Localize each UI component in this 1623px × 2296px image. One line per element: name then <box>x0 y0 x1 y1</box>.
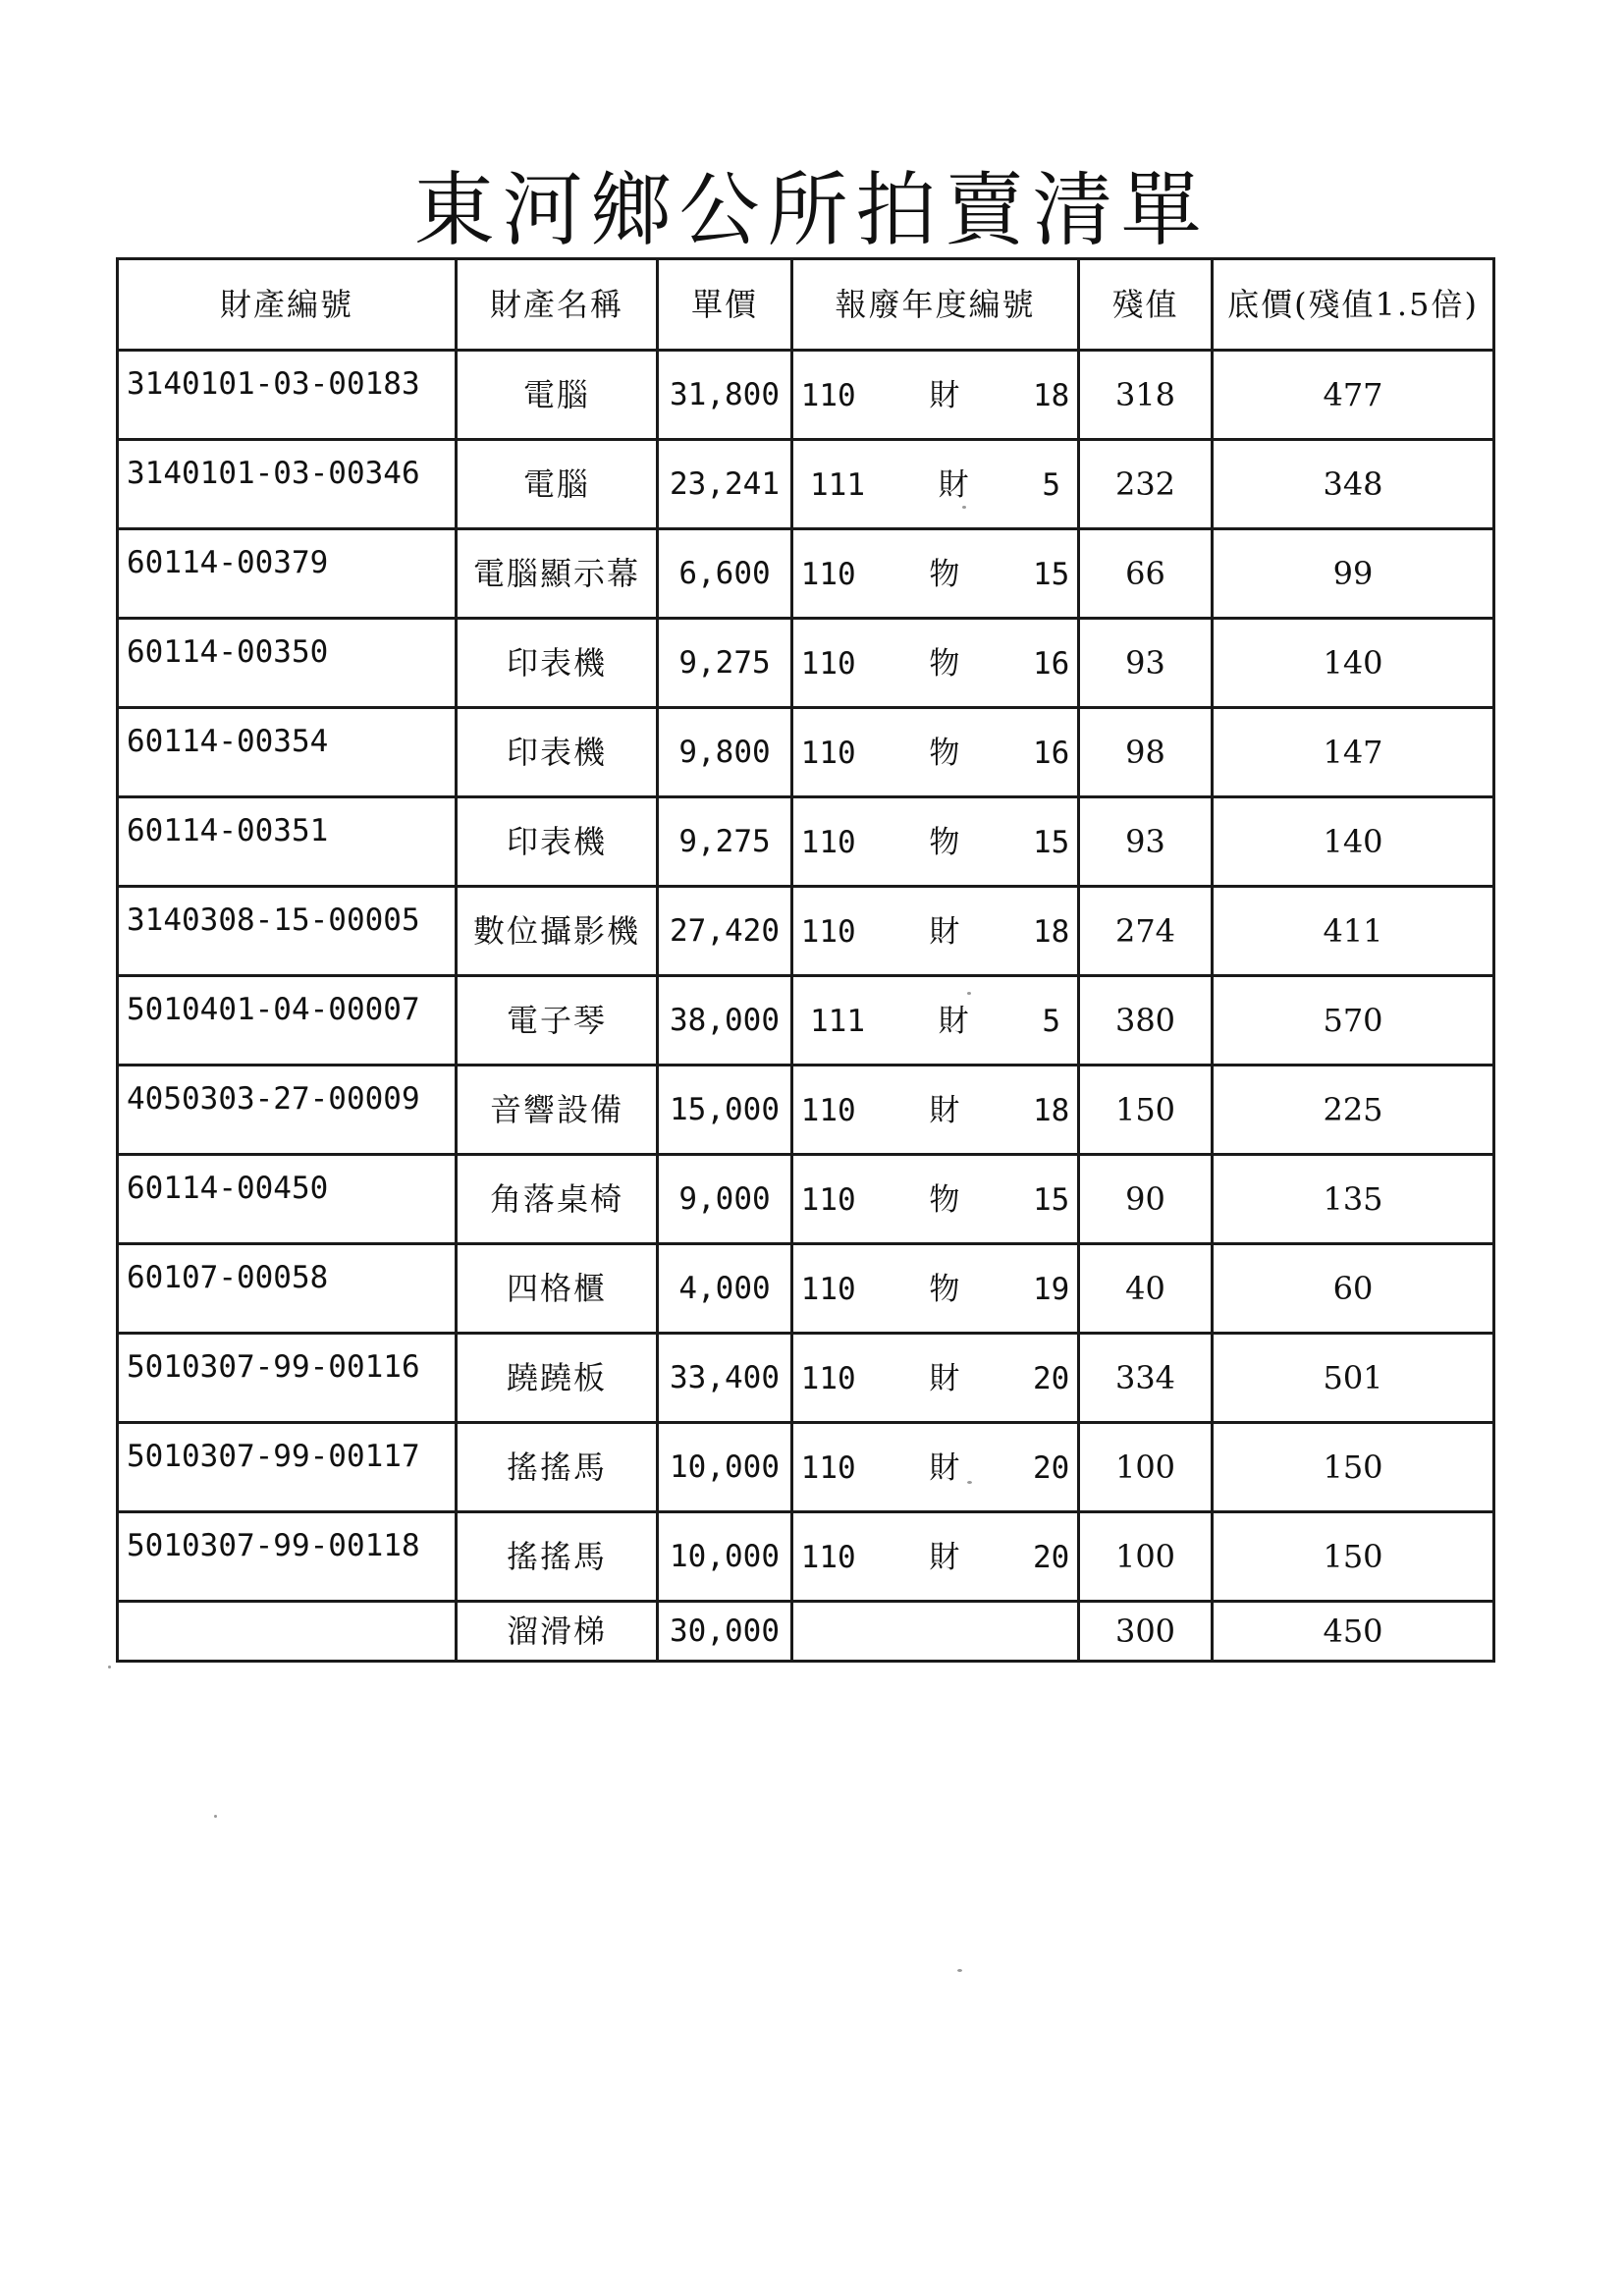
header-residual-value: 殘值 <box>1079 259 1213 351</box>
table-row <box>118 708 1494 797</box>
scrap-category: 物 <box>929 645 960 682</box>
property-name-cell: 電腦 <box>457 351 658 440</box>
table-row <box>118 440 1494 529</box>
property-name-cell: 電子琴 <box>457 976 658 1066</box>
scrap-year-number-cell <box>792 797 1079 887</box>
reserve-price-cell: 140 <box>1213 797 1494 887</box>
property-id-cell: 5010307-99-00118 <box>118 1512 457 1602</box>
scrap-year-number-cell <box>792 619 1079 708</box>
scrap-number: 5 <box>1042 1003 1060 1039</box>
scrap-year: 110 <box>800 913 856 950</box>
scrap-code <box>799 556 1071 593</box>
scan-speck <box>214 1815 217 1818</box>
header-property-name: 財產名稱 <box>457 259 658 351</box>
scrap-year-number-cell <box>792 1423 1079 1512</box>
scrap-year: 110 <box>800 1360 856 1396</box>
table-row <box>118 1512 1494 1602</box>
header-unit-price: 單價 <box>658 259 792 351</box>
page-title: 東河鄉公所拍賣清單 <box>413 164 1210 257</box>
residual-value-cell: 98 <box>1079 708 1213 797</box>
table-row <box>118 1066 1494 1155</box>
scrap-code <box>799 913 1071 951</box>
scrap-year-number-cell <box>792 708 1079 797</box>
property-id-cell: 3140101-03-00346 <box>118 440 457 529</box>
residual-value-cell: 93 <box>1079 797 1213 887</box>
scrap-code <box>799 735 1071 772</box>
scrap-number: 15 <box>1032 824 1070 860</box>
property-id-cell <box>118 1602 457 1662</box>
unit-price-cell: 9,000 <box>658 1155 792 1244</box>
residual-value-cell: 150 <box>1079 1066 1213 1155</box>
unit-price-cell: 31,800 <box>658 351 792 440</box>
scrap-year: 110 <box>800 1539 856 1575</box>
scrap-code <box>799 1539 1071 1576</box>
scrap-year-number-cell <box>792 1244 1079 1334</box>
property-name-cell: 角落桌椅 <box>457 1155 658 1244</box>
table-row <box>118 619 1494 708</box>
table-row <box>118 887 1494 976</box>
scrap-category: 財 <box>929 913 960 950</box>
unit-price-cell: 9,275 <box>658 797 792 887</box>
property-id-cell: 5010307-99-00117 <box>118 1423 457 1512</box>
table-row <box>118 529 1494 619</box>
scrap-number: 18 <box>1032 377 1070 413</box>
unit-price-cell: 9,275 <box>658 619 792 708</box>
scrap-year: 110 <box>800 377 856 413</box>
unit-price-cell: 30,000 <box>658 1602 792 1662</box>
scrap-year: 110 <box>800 735 856 771</box>
property-name-cell: 數位攝影機 <box>457 887 658 976</box>
table-row <box>118 1334 1494 1423</box>
unit-price-cell: 9,800 <box>658 708 792 797</box>
scan-speck <box>108 1666 111 1668</box>
residual-value-cell: 66 <box>1079 529 1213 619</box>
property-name-cell: 印表機 <box>457 708 658 797</box>
reserve-price-cell: 477 <box>1213 351 1494 440</box>
reserve-price-cell: 60 <box>1213 1244 1494 1334</box>
table-body <box>118 351 1494 1662</box>
table-header-row <box>118 259 1494 351</box>
residual-value-cell: 334 <box>1079 1334 1213 1423</box>
scrap-year-number-cell <box>792 1155 1079 1244</box>
property-name-cell: 搖搖馬 <box>457 1512 658 1602</box>
property-id-cell: 5010401-04-00007 <box>118 976 457 1066</box>
scrap-category: 物 <box>929 1271 960 1307</box>
scrap-category: 財 <box>929 377 960 413</box>
table-row <box>118 976 1494 1066</box>
unit-price-cell: 23,241 <box>658 440 792 529</box>
scrap-category: 物 <box>929 824 960 860</box>
scan-speck <box>967 992 971 995</box>
residual-value-cell: 93 <box>1079 619 1213 708</box>
unit-price-cell: 10,000 <box>658 1512 792 1602</box>
reserve-price-cell: 225 <box>1213 1066 1494 1155</box>
scrap-year: 111 <box>810 466 865 503</box>
unit-price-cell: 27,420 <box>658 887 792 976</box>
residual-value-cell: 300 <box>1079 1602 1213 1662</box>
reserve-price-cell: 450 <box>1213 1602 1494 1662</box>
scrap-year-number-cell <box>792 1512 1079 1602</box>
reserve-price-cell: 140 <box>1213 619 1494 708</box>
scrap-category: 財 <box>929 1449 960 1486</box>
scrap-year: 110 <box>800 1092 856 1128</box>
property-name-cell: 印表機 <box>457 619 658 708</box>
scrap-year-number-cell <box>792 976 1079 1066</box>
scan-speck <box>957 1969 962 1972</box>
scrap-year-number-cell <box>792 887 1079 976</box>
unit-price-cell: 4,000 <box>658 1244 792 1334</box>
reserve-price-cell: 150 <box>1213 1423 1494 1512</box>
scrap-number: 15 <box>1032 1181 1070 1218</box>
residual-value-cell: 380 <box>1079 976 1213 1066</box>
property-id-cell: 60114-00354 <box>118 708 457 797</box>
table-row <box>118 1155 1494 1244</box>
scrap-code <box>799 1181 1071 1219</box>
scrap-number: 16 <box>1032 735 1070 771</box>
header-reserve-price: 底價(殘值1.5倍) <box>1213 259 1494 351</box>
scrap-year: 110 <box>800 556 856 592</box>
unit-price-cell: 10,000 <box>658 1423 792 1512</box>
property-id-cell: 4050303-27-00009 <box>118 1066 457 1155</box>
reserve-price-cell: 501 <box>1213 1334 1494 1423</box>
residual-value-cell: 40 <box>1079 1244 1213 1334</box>
reserve-price-cell: 348 <box>1213 440 1494 529</box>
scrap-code <box>799 1360 1071 1397</box>
reserve-price-cell: 147 <box>1213 708 1494 797</box>
reserve-price-cell: 150 <box>1213 1512 1494 1602</box>
residual-value-cell: 232 <box>1079 440 1213 529</box>
property-id-cell: 60114-00450 <box>118 1155 457 1244</box>
scrap-year-number-cell <box>792 351 1079 440</box>
scrap-code <box>799 466 1071 504</box>
scrap-year: 111 <box>810 1003 865 1039</box>
property-id-cell: 60114-00350 <box>118 619 457 708</box>
scrap-category: 財 <box>929 1539 960 1575</box>
scrap-year-number-cell <box>792 1602 1079 1662</box>
property-id-cell: 3140101-03-00183 <box>118 351 457 440</box>
property-name-cell: 電腦 <box>457 440 658 529</box>
property-name-cell: 電腦顯示幕 <box>457 529 658 619</box>
header-scrap-year-number: 報廢年度編號 <box>792 259 1079 351</box>
table-row <box>118 797 1494 887</box>
scrap-category: 物 <box>929 735 960 771</box>
unit-price-cell: 15,000 <box>658 1066 792 1155</box>
property-name-cell: 溜滑梯 <box>457 1602 658 1662</box>
scan-speck <box>962 506 966 509</box>
scrap-number: 15 <box>1032 556 1070 592</box>
table-row <box>118 1423 1494 1512</box>
scrap-year-number-cell <box>792 1334 1079 1423</box>
property-name-cell: 四格櫃 <box>457 1244 658 1334</box>
scrap-number: 20 <box>1032 1360 1070 1396</box>
scrap-year: 110 <box>800 1449 856 1486</box>
property-id-cell: 5010307-99-00116 <box>118 1334 457 1423</box>
scrap-code <box>799 645 1071 683</box>
scrap-category: 財 <box>938 466 969 503</box>
property-name-cell: 印表機 <box>457 797 658 887</box>
scrap-code <box>799 1092 1071 1129</box>
residual-value-cell: 318 <box>1079 351 1213 440</box>
scrap-year-number-cell <box>792 529 1079 619</box>
table-row <box>118 1602 1494 1662</box>
scrap-number: 19 <box>1032 1271 1070 1307</box>
scrap-category: 物 <box>929 556 960 592</box>
scrap-code <box>799 1449 1071 1487</box>
property-name-cell: 音響設備 <box>457 1066 658 1155</box>
reserve-price-cell: 570 <box>1213 976 1494 1066</box>
scrap-category: 物 <box>929 1181 960 1218</box>
header-property-id: 財產編號 <box>118 259 457 351</box>
reserve-price-cell: 99 <box>1213 529 1494 619</box>
property-id-cell: 60114-00351 <box>118 797 457 887</box>
unit-price-cell: 33,400 <box>658 1334 792 1423</box>
scrap-number: 20 <box>1032 1449 1070 1486</box>
scrap-category: 財 <box>929 1092 960 1128</box>
scrap-code <box>799 1271 1071 1308</box>
unit-price-cell: 6,600 <box>658 529 792 619</box>
residual-value-cell: 90 <box>1079 1155 1213 1244</box>
scrap-number: 18 <box>1032 913 1070 950</box>
auction-list-table <box>116 257 1495 1663</box>
scrap-code <box>799 1003 1071 1040</box>
reserve-price-cell: 135 <box>1213 1155 1494 1244</box>
scrap-code <box>799 824 1071 861</box>
property-name-cell: 蹺蹺板 <box>457 1334 658 1423</box>
scan-speck <box>967 1481 972 1484</box>
scrap-category: 財 <box>929 1360 960 1396</box>
property-name-cell: 搖搖馬 <box>457 1423 658 1512</box>
property-id-cell: 60107-00058 <box>118 1244 457 1334</box>
scrap-year: 110 <box>800 824 856 860</box>
property-id-cell: 60114-00379 <box>118 529 457 619</box>
scrap-code <box>799 1613 1071 1651</box>
table-row <box>118 351 1494 440</box>
scrap-year-number-cell <box>792 1066 1079 1155</box>
scrap-year: 110 <box>800 645 856 682</box>
residual-value-cell: 274 <box>1079 887 1213 976</box>
reserve-price-cell: 411 <box>1213 887 1494 976</box>
residual-value-cell: 100 <box>1079 1423 1213 1512</box>
scrap-number: 20 <box>1032 1539 1070 1575</box>
scrap-code <box>799 377 1071 414</box>
scrap-category: 財 <box>938 1003 969 1039</box>
unit-price-cell: 38,000 <box>658 976 792 1066</box>
scrap-year-number-cell <box>792 440 1079 529</box>
scrap-number: 5 <box>1042 466 1060 503</box>
table-row <box>118 1244 1494 1334</box>
residual-value-cell: 100 <box>1079 1512 1213 1602</box>
scrap-number: 16 <box>1032 645 1070 682</box>
scrap-number: 18 <box>1032 1092 1070 1128</box>
property-id-cell: 3140308-15-00005 <box>118 887 457 976</box>
scrap-year: 110 <box>800 1181 856 1218</box>
scrap-year: 110 <box>800 1271 856 1307</box>
